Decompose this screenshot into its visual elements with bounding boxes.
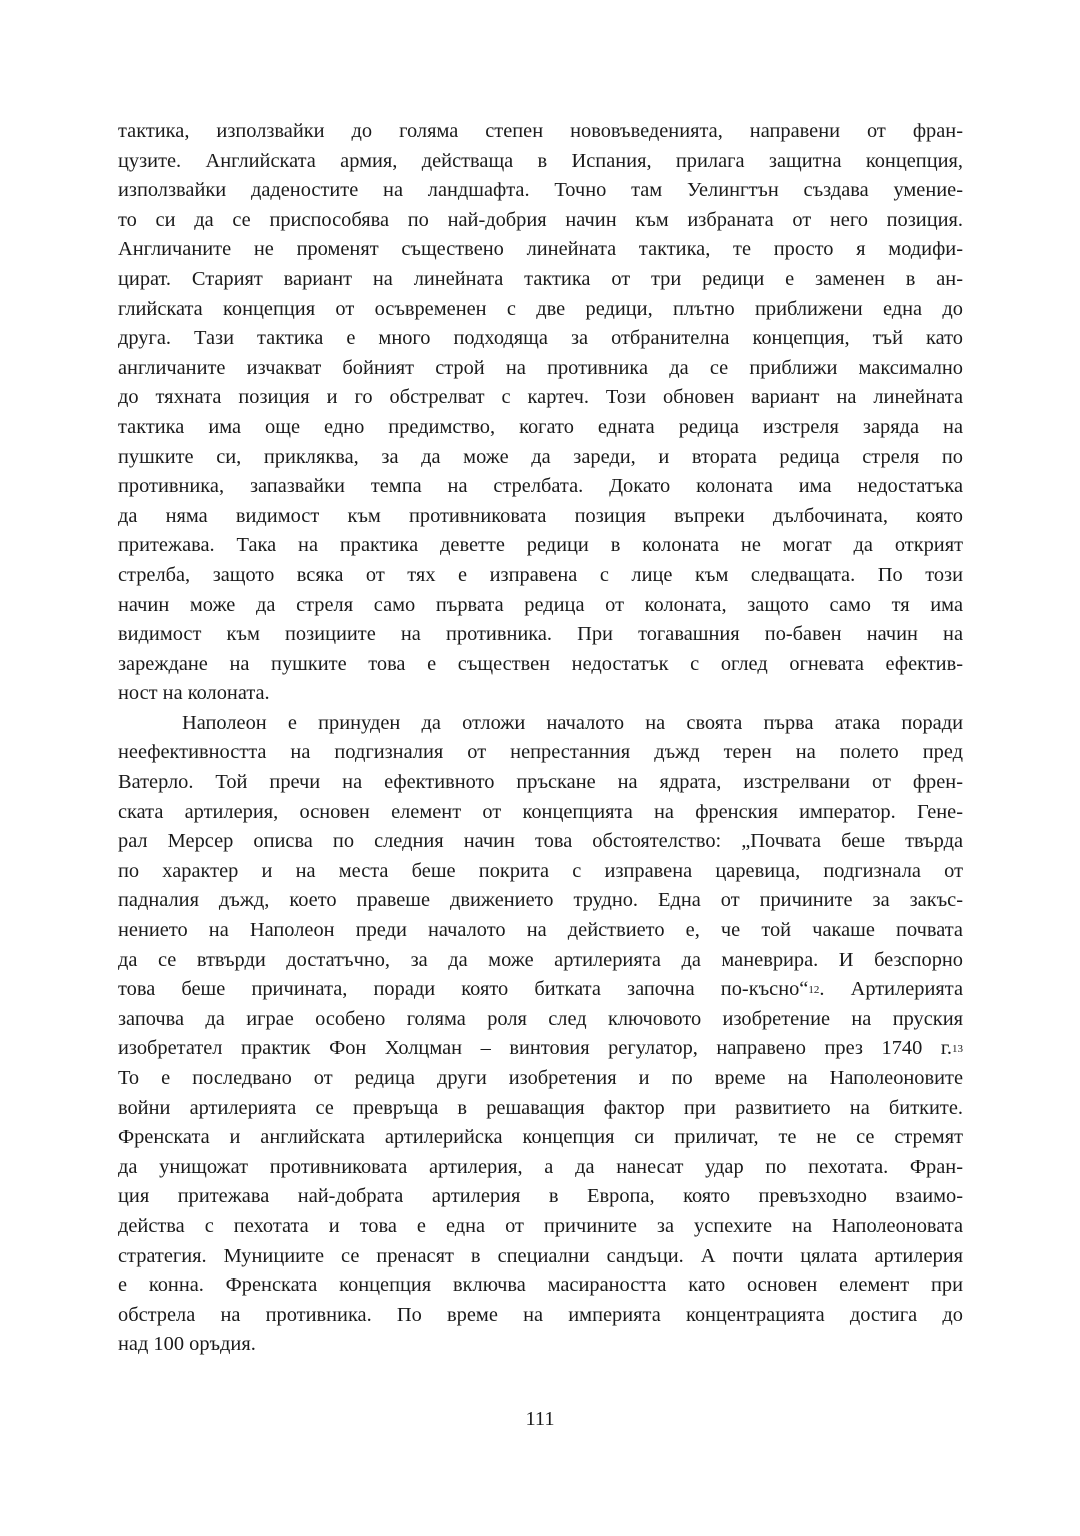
text-line: Френската и английската артилерийска концепция си приличат, те не се стремят — [118, 1126, 963, 1149]
text-line: ция притежава най-добрата артилерия в Европа, която превъзходно взаимо- — [118, 1185, 963, 1208]
text-line: започва да играе особено голяма роля след ключовото изобретение на пруския — [118, 1007, 963, 1030]
text-line: пушките си, прикляква, за да може да зареди, и втората редица стреля по — [118, 445, 963, 468]
text-line: действа с пехотата и това е една от причините за успехите на Наполеоновата — [118, 1214, 963, 1237]
text-segment: това беше причината, поради която битката започна по-късно“ — [118, 978, 809, 1001]
text-line: по характер и на места беше покрита с изправена царевица, подгизнала от — [118, 859, 963, 882]
text-line: Англичаните не променят съществено линейната тактика, те просто я модифи- — [118, 238, 963, 261]
text-line: е конна. Френската концепция включва масираността като основен елемент при — [118, 1274, 963, 1297]
text-line: друга. Тази тактика е много подходяща за отбранителна концепция, тъй като — [118, 327, 963, 350]
text-line: притежава. Така на практика деветте редици в колоната не могат да открият — [118, 534, 963, 557]
text-line: войни артилерията се превръща в решаващия фактор при развитието на битките. — [118, 1096, 963, 1119]
text-line: противника, запазвайки темпа на стрелбата. Докато колоната има недостатъка — [118, 475, 963, 498]
text-line-with-footnote — [118, 1034, 963, 1064]
text-line: зареждане на пушките това е съществен недостатък с оглед огневата ефектив- — [118, 652, 963, 675]
text-line: да няма видимост към противниковата позиция въпреки дълбочината, която — [118, 504, 963, 527]
text-line: нението на Наполеон преди началото на действието е, че той чакаше почвата — [118, 919, 963, 942]
page-number: 111 — [525, 1408, 555, 1430]
text-line: стратегия. Мунициите се пренасят в специални сандъци. А почти цялата артилерия — [118, 1244, 963, 1267]
text-line: ност на колоната. — [118, 682, 270, 705]
text-line: то си да се приспособява по най-добрия начин към избраната от него позиция. — [118, 208, 963, 231]
text-line: То е последвано от редица други изобретения и по време на Наполеоновите — [118, 1067, 963, 1089]
paragraph-2 — [118, 709, 963, 1360]
body-text — [118, 117, 963, 1360]
text-line: да се втвърди достатъчно, за да може артилерията да маневрира. И безспорно — [118, 948, 963, 971]
text-line: рал Мерсер описва по следния начин това обстоятелство: „Почвата беше твърда — [118, 830, 963, 853]
text-line: Наполеон е принуден да отложи началото на своята първа атака поради — [182, 711, 963, 734]
text-line: Ватерло. Той пречи на ефективното пръскане на ядрата, изстрелвани от френ- — [118, 771, 963, 794]
text-line: стрелба, защото всяка от тях е изправена с лице към следващата. По този — [118, 563, 963, 586]
text-line: тактика, използвайки до голяма степен нововъведенията, направени от фран- — [118, 120, 963, 142]
text-line: цузите. Английската армия, действаща в Испания, прилага защитна концепция, — [118, 149, 963, 172]
text-segment: . Артилерията — [819, 978, 963, 1001]
text-line: да унищожат противниковата артилерия, а да нанесат удар по пехотата. Фран- — [118, 1155, 963, 1178]
paragraph-1 — [118, 117, 963, 709]
text-line: тактика има още едно предимство, когато едната редица изстреля заряда на — [118, 415, 963, 438]
text-line: до тяхната позиция и го обстрелват с картеч. Този обновен вариант на линейната — [118, 386, 963, 409]
text-segment: изобретател практик Фон Холцман – винтовия регулатор, направено през 1740 г. — [118, 1037, 952, 1060]
footnote-ref-12[interactable]: 12 — [808, 984, 820, 997]
text-line: глийската концепция от осъвременен с две редици, плътно приближени една до — [118, 297, 963, 320]
text-line: видимост към позициите на противника. При тогавашния по-бавен начин на — [118, 623, 963, 646]
text-line: цират. Старият вариант на линейната тактика от три редици е заменен в ан- — [118, 267, 963, 290]
text-line-with-footnote — [118, 975, 963, 1005]
text-line: използвайки даденостите на ландшафта. Точно там Уелингтън създава умение- — [118, 179, 963, 202]
text-line: падналия дъжд, което правеше движението трудно. Една от причините за закъс- — [118, 889, 963, 912]
text-line: неефективността на подгизналия от непрестанния дъжд терен на полето пред — [118, 741, 963, 764]
text-line: ската артилерия, основен елемент от концепцията на френския император. Гене- — [118, 800, 963, 823]
text-line: обстрела на противника. По време на империята концентрацията достига до — [118, 1303, 963, 1326]
text-line: англичаните изчакват бойният строй на противника да се приближи максимално — [118, 356, 963, 379]
footnote-ref-13[interactable]: 13 — [952, 1043, 963, 1056]
text-line: начин може да стреля само първата редица от колоната, защото само тя има — [118, 593, 963, 616]
text-line: над 100 оръдия. — [118, 1333, 256, 1356]
